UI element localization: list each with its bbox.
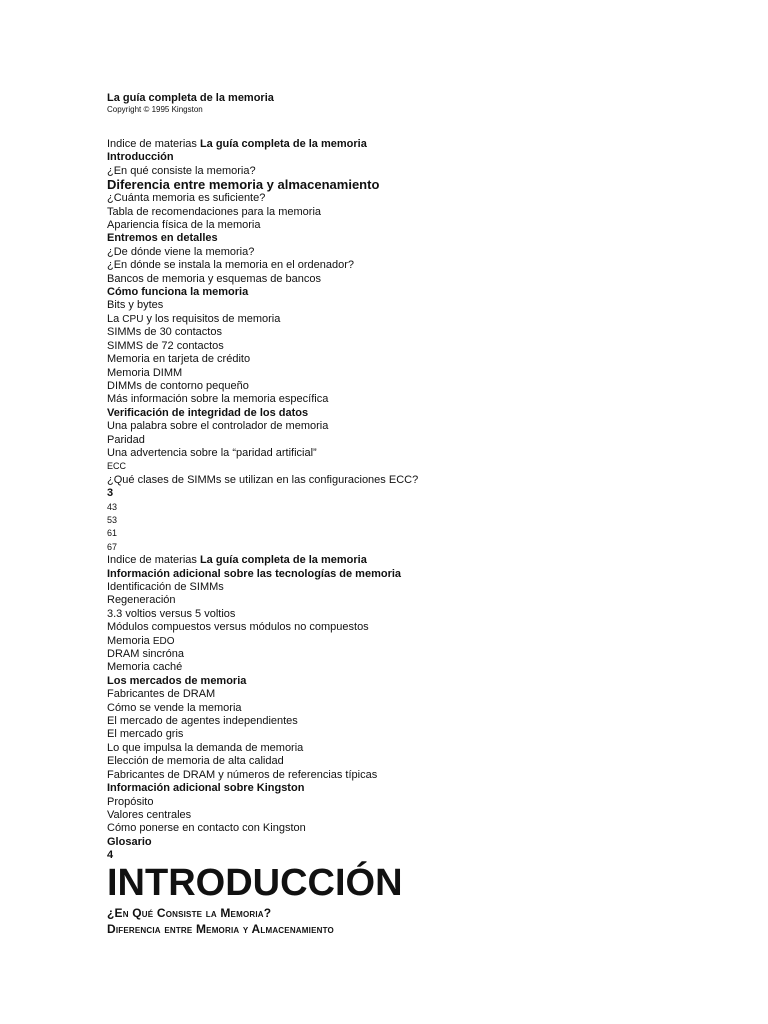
index-heading-2 [107,554,747,567]
toc-entry: Glosario [107,835,152,848]
toc-entry: Bancos de memoria y esquemas de bancos [107,272,322,285]
toc-entry: Cómo ponerse en contacto con Kingston [107,822,306,835]
document-title: La guía completa de la memoria [107,92,274,104]
toc-entry: Módulos compuestos versus módulos no compuestos [107,621,369,634]
toc-entry: Los mercados de memoria [107,674,247,687]
index-prefix: Indice de materias [107,554,200,567]
toc-entry: Apariencia física de la memoria [107,219,261,232]
toc-entry: Introducción [107,151,174,164]
toc-entry: 3.3 voltios versus 5 voltios [107,607,236,620]
toc-entry: Una palabra sobre el controlador de memoria [107,420,329,433]
toc-entry: El mercado gris [107,728,184,741]
toc-entry: ¿Qué clases de SIMMs se utilizan en las configuraciones ECC? [107,473,419,486]
subheading-2: Diferencia entre Memoria y Almacenamiento [107,921,334,936]
toc-entry: Propósito [107,795,154,808]
toc-entry: Bits y bytes [107,299,164,312]
toc-entry: 3 [107,487,114,500]
subheading-1: ¿En Qué Consiste la Memoria? [107,905,272,920]
index-title: La guía completa de la memoria [199,554,367,567]
toc-entry [107,635,747,648]
index-prefix: Indice de materias [107,138,200,150]
toc-entry: Identificación de SIMMs [107,581,224,593]
toc-entry: 67 [107,541,118,552]
toc-entry: Memoria caché [107,661,183,674]
toc-text-post: y los requisitos de memoria [143,312,281,325]
toc-entry: Diferencia entre memoria y almacenamiento [107,177,380,193]
toc-entry: Una advertencia sobre la “paridad artificial” [107,446,317,459]
toc-text-pre: Memoria [107,634,153,647]
toc-entry: Memoria DIMM [107,366,183,379]
toc-entry: SIMMs de 30 contactos [107,326,222,339]
index-heading [107,138,747,151]
toc-entry: Fabricantes de DRAM y números de referencias típicas [107,768,378,781]
toc-abbr: EDO [152,635,175,647]
document-page [107,92,747,937]
toc-entry: Información adicional sobre las tecnologías de memoria [107,567,402,580]
toc-entry: Memoria en tarjeta de crédito [107,353,251,366]
toc-entry: Lo que impulsa la demanda de memoria [107,741,304,754]
toc-entry: ECC [107,461,127,472]
toc-section-2 [107,326,747,554]
chapter-heading: INTRODUCCIÓN [107,861,403,904]
toc-entry [107,313,747,326]
toc-entry: SIMMS de 72 contactos [107,339,224,352]
toc-entry: 4 [107,849,114,862]
toc-entry: Verificación de integridad de los datos [107,406,309,419]
toc-abbr: CPU [122,313,144,325]
toc-entry: ¿Cuánta memoria es suficiente? [107,192,266,205]
toc-section-1 [107,151,747,312]
toc-entry: Valores centrales [107,808,192,821]
toc-entry: El mercado de agentes independientes [107,715,298,728]
toc-entry: Elección de memoria de alta calidad [107,755,284,768]
toc-entry: ¿En qué consiste la memoria? [107,164,256,177]
toc-section-4 [107,648,747,863]
toc-entry: Entremos en detalles [107,232,218,245]
toc-entry: 61 [107,528,118,539]
toc-section-3 [107,568,747,635]
toc-entry: Regeneración [107,594,176,607]
toc-text-pre: La [107,312,123,325]
toc-entry: DIMMs de contorno pequeño [107,379,249,392]
toc-entry: Paridad [107,433,145,446]
copyright-notice: Copyright © 1995 Kingston [107,105,203,114]
toc-entry: ¿En dónde se instala la memoria en el ordenador? [107,259,355,272]
toc-entry: Fabricantes de DRAM [107,688,216,701]
toc-entry: 53 [107,514,118,525]
toc-entry: DRAM sincróna [107,648,185,661]
toc-entry: ¿De dónde viene la memoria? [107,245,255,258]
toc-entry: Cómo se vende la memoria [107,701,242,714]
toc-entry: 43 [107,501,118,512]
toc-entry: Tabla de recomendaciones para la memoria [107,205,322,218]
toc-entry: Información adicional sobre Kingston [107,782,305,795]
index-title: La guía completa de la memoria [199,138,367,150]
toc-entry: Más información sobre la memoria específica [107,393,329,406]
toc-entry: Cómo funciona la memoria [107,286,249,299]
